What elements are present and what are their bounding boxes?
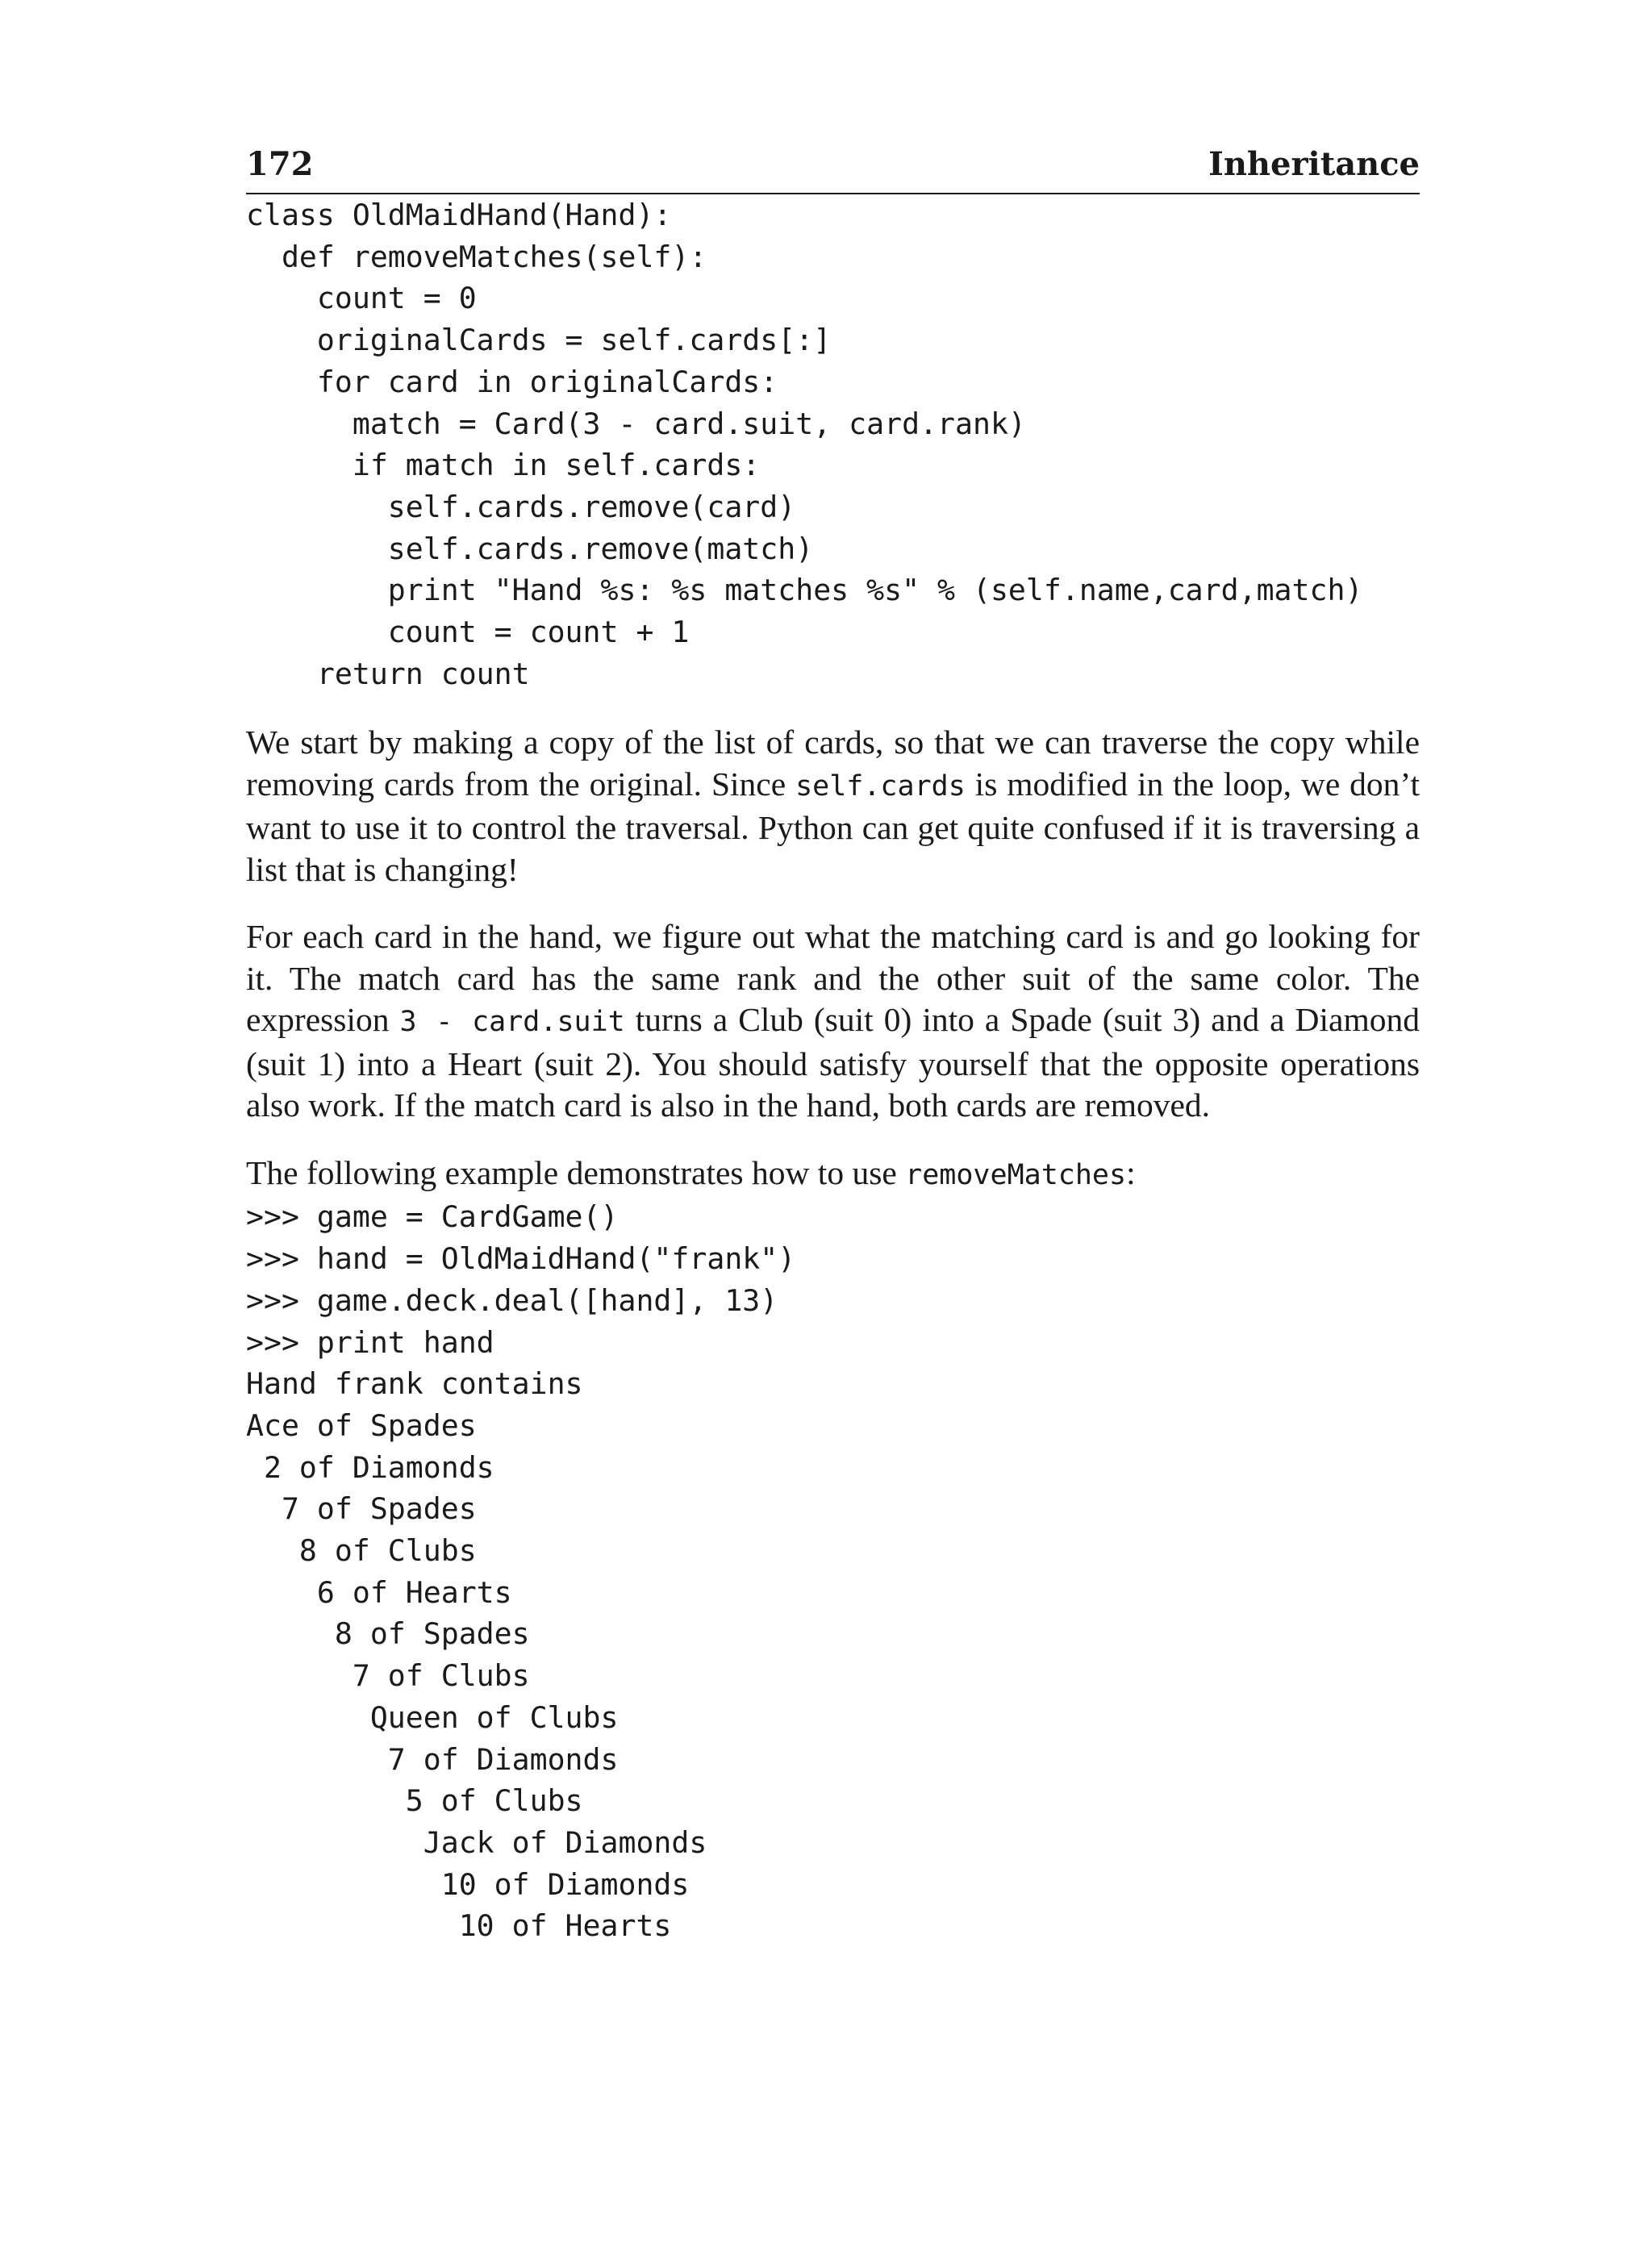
paragraph-matching-card bbox=[246, 916, 1420, 1127]
inline-code: removeMatches bbox=[905, 1158, 1127, 1191]
code-line: 5 of Clubs bbox=[246, 1783, 583, 1819]
code-line: 7 of Spades bbox=[246, 1491, 477, 1527]
code-line: if match in self.cards: bbox=[246, 448, 761, 483]
code-line: self.cards.remove(match) bbox=[246, 531, 814, 566]
running-header bbox=[246, 145, 1420, 194]
code-line: 2 of Diamonds bbox=[246, 1449, 494, 1485]
code-line: count = count + 1 bbox=[246, 615, 690, 650]
code-line: 10 of Hearts bbox=[246, 1908, 672, 1944]
code-line: Queen of Clubs bbox=[246, 1699, 619, 1735]
chapter-title: Inheritance bbox=[1208, 145, 1420, 183]
book-page bbox=[246, 145, 1420, 1947]
code-line: for card in originalCards: bbox=[246, 364, 778, 399]
paragraph-text: For each card in the hand, we figure out what the matching card is and go looking for it. The match card has the same rank and the other suit of the same color. The expression bbox=[246, 918, 1420, 1039]
code-block-remove-matches bbox=[246, 194, 1420, 694]
code-line: Jack of Diamonds bbox=[246, 1824, 707, 1860]
paragraph-text: turns a Club (suit 0) into a Spade (suit 3) and a Diamond (suit 1) into a Heart (suit 2). You should satisfy yourself that the opposite operations also work. If the match card is also in the hand, both cards are removed. bbox=[246, 1001, 1420, 1124]
code-line: 7 of Clubs bbox=[246, 1658, 530, 1694]
page-number: 172 bbox=[246, 145, 314, 183]
inline-code: self.cards bbox=[795, 769, 966, 803]
code-line: class OldMaidHand(Hand): bbox=[246, 198, 672, 232]
paragraph-example-intro bbox=[246, 1153, 1420, 1197]
paragraph-text: is modified in the loop, we don’t want to use it to control the traversal. Python can get quite confused if it is traversing a list that is changing! bbox=[246, 765, 1420, 888]
inline-code: 3 - card.suit bbox=[399, 1006, 625, 1039]
code-line: count = 0 bbox=[246, 281, 477, 316]
code-line: print "Hand %s: %s matches %s" % (self.name,card,match) bbox=[246, 573, 1363, 608]
code-line: def removeMatches(self): bbox=[246, 239, 707, 274]
code-line: return count bbox=[246, 656, 530, 691]
paragraph-text: The following example demonstrates how to use bbox=[246, 1153, 906, 1191]
code-line: 6 of Hearts bbox=[246, 1574, 512, 1610]
code-line: Ace of Spades bbox=[246, 1407, 477, 1443]
code-line: 8 of Clubs bbox=[246, 1533, 477, 1569]
code-line: >>> game.deck.deal([hand], 13) bbox=[246, 1282, 778, 1318]
code-line: 10 of Diamonds bbox=[246, 1866, 690, 1902]
code-line: >>> hand = OldMaidHand("frank") bbox=[246, 1241, 796, 1277]
code-line: 8 of Spades bbox=[246, 1616, 530, 1652]
code-line: >>> print hand bbox=[246, 1324, 494, 1360]
code-line: 7 of Diamonds bbox=[246, 1741, 619, 1777]
code-line: self.cards.remove(card) bbox=[246, 489, 796, 524]
code-line: match = Card(3 - card.suit, card.rank) bbox=[246, 406, 1026, 441]
paragraph-copy-list bbox=[246, 722, 1420, 890]
paragraph-text: : bbox=[1126, 1153, 1136, 1191]
code-line: >>> game = CardGame() bbox=[246, 1199, 619, 1235]
code-line: Hand frank contains bbox=[246, 1366, 583, 1402]
code-block-interactive-session bbox=[246, 1196, 1420, 1947]
code-line: originalCards = self.cards[:] bbox=[246, 323, 832, 358]
paragraph-text: We start by making a copy of the list of cards, so that we can traverse the copy while removing cards from the original. Since bbox=[246, 723, 1420, 803]
